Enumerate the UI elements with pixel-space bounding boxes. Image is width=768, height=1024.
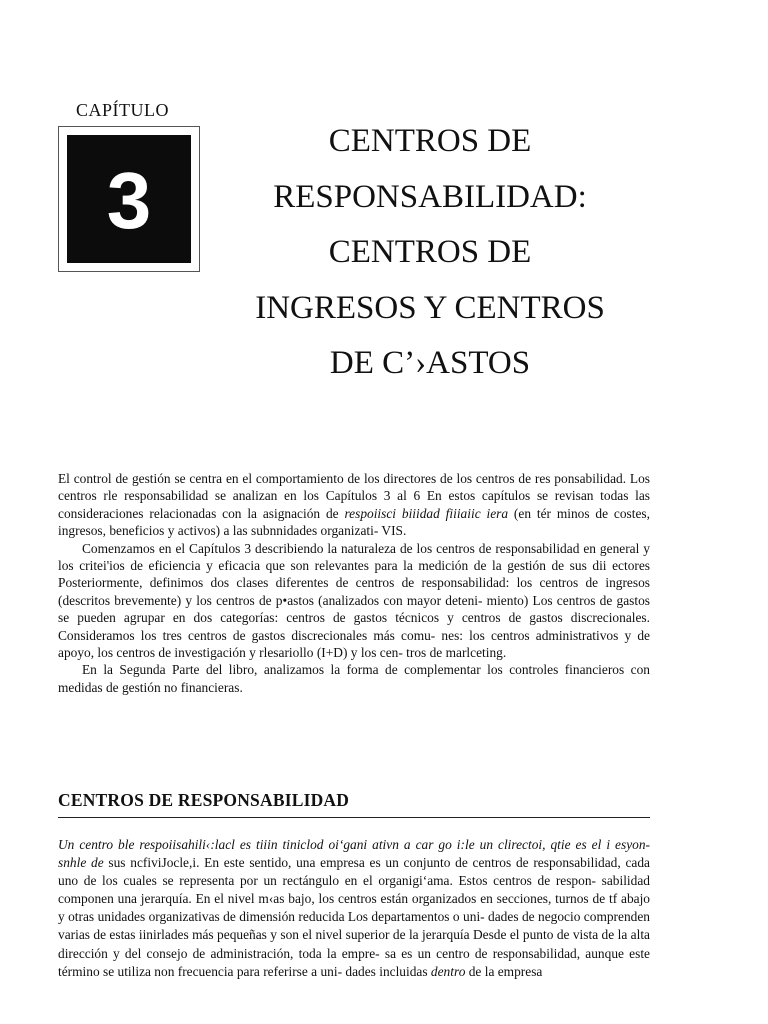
chapter-number-box-fill <box>67 135 191 263</box>
chapter-number: 3 <box>106 156 152 245</box>
section-paragraph-1-text: sus ncfiviJocle,i. En este sentido, una empresa es un conjunto de centros de responsabilidad, cada uno de los cuales se representa por un rectángulo en el organigi‘ama. Estos centros de respon- sabilidad componen una jerarquía. En el nivel m‹as bajo, los centros están organizados en secciones, turnos de tf abajo y otras unidades organizativas de dimensión reducida Los departamentos o uni- dades de negocio comprenden varias de estas iinirlades más pequeñas y son el nivel superior de la jerarquía Desde el punto de vista de la alta dirección y del consejo de administración, toda la empre- sa es un centro de responsabilidad, aunque este término se utiliza non frecuencia para referirse a uni- dades incluidas <box>58 855 650 979</box>
intro-paragraph-1 <box>58 470 650 540</box>
intro-paragraph-3: En la Segunda Parte del libro, analizamos la forma de complementar los controles financieros con medidas de gestión no financieras. <box>58 662 650 695</box>
chapter-label: CAPÍTULO <box>76 100 169 120</box>
intro-paragraph-1-text-end: (en tér minos de costes, ingresos, beneficios y activos) a las subnnidades organizati- VIS. <box>58 505 650 539</box>
chapter-title-line: DE C’›ASTOS <box>329 345 531 381</box>
intro-paragraph-1-italic: respoiisci biiidad fiiiaiic iera <box>344 505 509 521</box>
chapter-title-line: RESPONSABILIDAD: <box>273 178 587 215</box>
section-paragraph-1 <box>58 836 650 981</box>
chapter-number-box <box>58 126 200 272</box>
chapter-introduction <box>58 470 650 696</box>
chapter-title-line: INGRESOS Y CENTROS <box>255 289 605 326</box>
intro-paragraph-2: Comenzamos en el Capítulos 3 describiendo la naturaleza de los centros de responsabilidad en general y los critei'ios de eficiencia y eficacia que son relevantes para la medición de la gestión de sus dii ectores Posteriormente, definimos dos clases diferentes de centros de responsabilidad: los centros de ingresos (descritos brevemente) y los centros de p•astos (analizados con mayor deteni- miento) Los centros de gastos se pueden agrupar en dos categorías: centros de gastos técnicos y centros de gastos discrecionales. Consideramos los tres centros de gastos discrecionales más comu- nes: los centros administrativos y de apoyo, los centros de investigación y rlesariollo (I+D) y los cen- tros de marlceting. <box>58 540 650 661</box>
chapter-title-line: CENTROS DE <box>328 123 532 159</box>
section-paragraph-1-text-end: de la empresa <box>465 963 543 979</box>
chapter-title-line: CENTROS DE <box>328 234 532 270</box>
intro-paragraph-1-text: El control de gestión se centra en el comportamiento de los directores de los centros de res ponsabilidad. Los centros rle responsabilidad se analizan en los Capítulos 3 al 6 En estos capítulos se revisan todas las consideraciones relacionadas con la asignación de <box>58 471 650 521</box>
section-paragraph-1-italic-definition: Un centro ble respoiisahili‹:lacl es tiiin tiniclod oi‘gani ativn a car go i:le un clirectoi, qtie es el i esyon- snhle de <box>58 837 650 871</box>
chapter-title <box>230 114 630 392</box>
section-paragraph-1-italic-word: dentro <box>430 963 466 979</box>
section-body <box>58 836 650 981</box>
section-heading: CENTROS DE RESPONSABILIDAD <box>58 790 650 818</box>
